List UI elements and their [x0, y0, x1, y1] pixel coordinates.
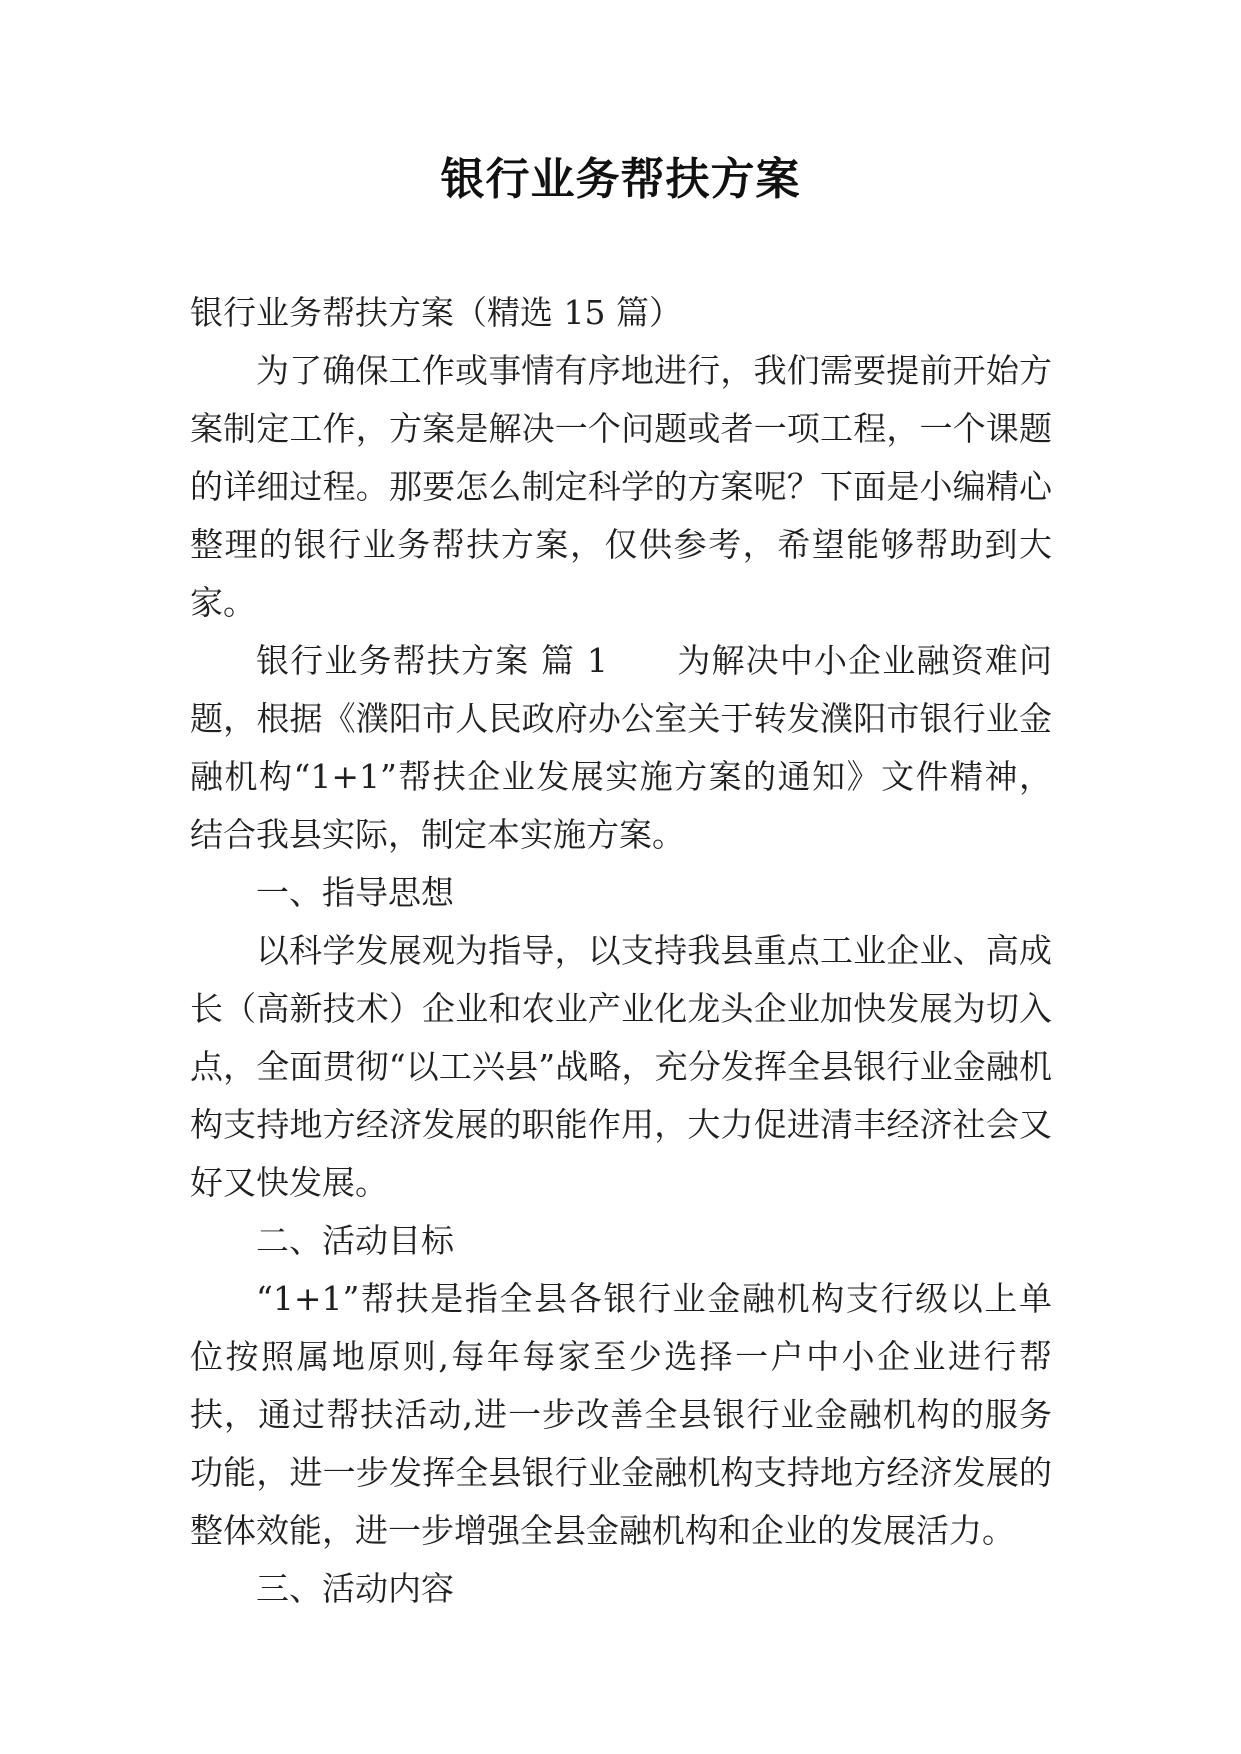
heading-activity-goals: 二、活动目标	[256, 1221, 454, 1260]
document-title: 银行业务帮扶方案	[440, 154, 801, 205]
heading-activity-content: 三、活动内容	[256, 1569, 454, 1608]
document-subtitle: 银行业务帮扶方案（精选 15 篇）	[190, 293, 682, 332]
section-1-intro-paragraph: 银行业务帮扶方案 篇 1 为解决中小企业融资难问题，根据《濮阳市人民政府办公室关于转发濮阳市银行业金融机构“1+1”帮扶企业发展实施方案的通知》文件精神，结合我县实际，制定本实施方案。	[190, 641, 1052, 854]
guiding-ideology-paragraph: 以科学发展观为指导，以支持我县重点工业企业、高成长（高新技术）企业和农业产业化龙头企业加快发展为切入点，全面贯彻“以工兴县”战略，充分发挥全县银行业金融机构支持地方经济发展的职能作用，大力促进清丰经济社会又好又快发展。	[190, 931, 1052, 1202]
heading-guiding-ideology: 一、指导思想	[256, 873, 454, 912]
document-body	[190, 284, 1052, 1618]
activity-goals-paragraph: “1+1”帮扶是指全县各银行业金融机构支行级以上单位按照属地原则,每年每家至少选择一户中小企业进行帮扶，通过帮扶活动,进一步改善全县银行业金融机构的服务功能，进一步发挥全县银行业金融机构支持地方经济发展的整体效能，进一步增强全县金融机构和企业的发展活力。	[190, 1279, 1052, 1550]
intro-paragraph: 为了确保工作或事情有序地进行，我们需要提前开始方案制定工作，方案是解决一个问题或者一项工程，一个课题的详细过程。那要怎么制定科学的方案呢？下面是小编精心整理的银行业务帮扶方案，仅供参考，希望能够帮助到大家。	[190, 351, 1052, 622]
